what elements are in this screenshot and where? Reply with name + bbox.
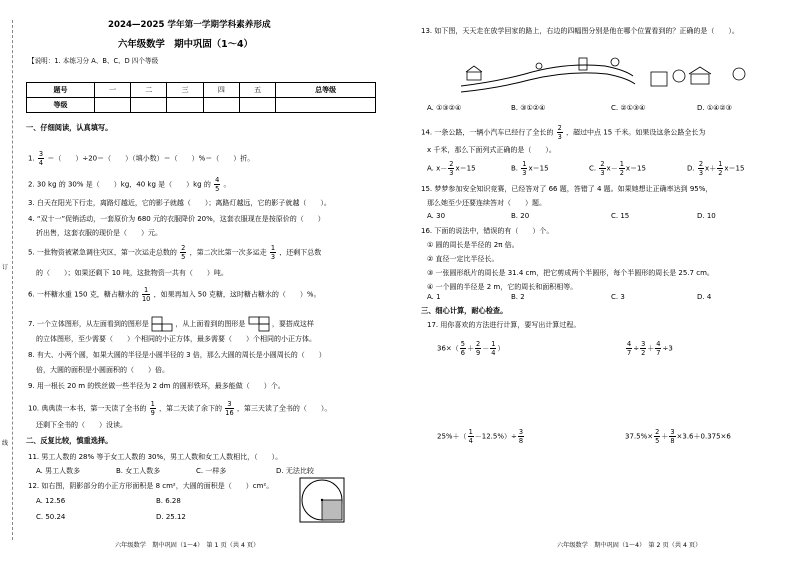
- exam-subtitle: 六年级数学 期中巩固（1～4）: [118, 39, 253, 50]
- q11-option-c[interactable]: C. 一样多: [196, 467, 227, 475]
- grading-note: 【说明：1. 本练习分 A、B、C、D 四个等级: [28, 57, 159, 65]
- question-12: 12. 如右图，阴影部分的小正方形面积是 8 cm²，大圆的面积是（ ）cm²。: [28, 482, 274, 490]
- question-14-line1: [421, 124, 705, 141]
- q6-text-a: 6. 一杯糖水重 150 克，糖占糖水的: [28, 290, 139, 299]
- calc-expression-2: $\frac{4}{7}$ ÷ $\frac{3}{2}$ ＋ $\frac{4}{7}$ ÷3: [627, 340, 673, 357]
- section-1-heading: 一、仔细阅读，认真填写。: [26, 123, 113, 132]
- question-8-line2: 倍，大圆的面积是小圆面积的（ ）倍。: [36, 366, 169, 374]
- q15-option-c[interactable]: C. 15: [611, 212, 630, 220]
- question-2: [28, 176, 231, 193]
- question-4-line1: 4. “双十一”促销活动，一套原价为 680 元的衣服降价 20%，这套衣服现在是按原价的（ ）: [28, 215, 325, 223]
- q16-statement-2: ② 直径一定比半径长。: [427, 255, 499, 263]
- q7-text-c: ，要搭成这样: [271, 320, 314, 328]
- q10-text-b: ，第二天读了余下的: [159, 404, 223, 413]
- score-cell[interactable]: [131, 98, 167, 113]
- q13-road-scene-figure: [455, 52, 755, 94]
- q14-text-a: 14. 一条公路，一辆小汽车已经行了全长的: [421, 128, 554, 137]
- score-cell: 四: [203, 83, 239, 98]
- q16-option-b[interactable]: B. 2: [511, 293, 525, 301]
- question-17: 17. 用你喜欢的方法进行计算，要写出计算过程。: [427, 321, 581, 329]
- fraction: $\frac{1}{3}$: [270, 244, 276, 261]
- score-cell: 总等级: [276, 83, 376, 98]
- score-cell: 三: [167, 83, 203, 98]
- calc-expression-4: 37.5%× $\frac{2}{5}$ ＋ $\frac{3}{8}$ ×3.6＋0.375×6: [625, 428, 731, 445]
- question-16: 16. 下面的说法中，错误的有（ ）个。: [421, 227, 554, 235]
- top-view-shape: [248, 316, 270, 332]
- side-label-xian: 线: [2, 440, 9, 447]
- q13-option-c[interactable]: C. ②①③④: [611, 104, 646, 112]
- score-table-header-row: [27, 83, 376, 98]
- score-cell: 一: [94, 83, 130, 98]
- q16-option-d[interactable]: D. 4: [697, 293, 712, 301]
- q14-option-a[interactable]: A. x－ $\frac{2}{3}$ x＝15: [427, 160, 476, 177]
- question-7-line1: [28, 316, 314, 332]
- fraction: $\frac{4}{5}$: [215, 176, 220, 193]
- house-icon: [467, 72, 481, 80]
- question-7-line2: 的立体图形，至少需要（ ）个相同的小正方体，最多需要（ ）个相同的小正方体。: [36, 335, 316, 343]
- page-2-footer: 六年级数学 期中巩固（1～4） 第 2 页（共 4 页）: [557, 542, 702, 549]
- q10-text-a: 10. 典典读一本书，第一天读了全书的: [28, 404, 147, 413]
- fraction: $\frac{1}{9}$: [150, 400, 155, 417]
- question-5-line2: 的（ ）；如果还剩下 10 吨，这批物资一共有（ ）吨。: [36, 269, 228, 277]
- q15-option-a[interactable]: A. 30: [427, 212, 446, 220]
- q12-option-c[interactable]: C. 50.24: [36, 513, 66, 521]
- q14-option-c[interactable]: C. $\frac{2}{3}$ x－ $\frac{1}{2}$ x＝15: [589, 160, 646, 177]
- question-4-line2: 折出售，这套衣服的现价是（ ）元。: [36, 229, 162, 237]
- question-11: 11. 男工人数的 28% 等于女工人数的 30%，男工人数和女工人数相比，（ ）。: [28, 453, 283, 461]
- question-10-line1: [28, 400, 331, 417]
- score-cell[interactable]: [167, 98, 203, 113]
- question-9: 9. 用一根长 20 m 的铁丝做一些半径为 2 dm 的圆形铁环，最多能做（ ）个。: [28, 382, 285, 390]
- score-cell[interactable]: [203, 98, 239, 113]
- q5-text-a: 5. 一批物资被紧急调往灾区，第一次运走总数的: [28, 248, 177, 257]
- question-15-line1: 15. 梦梦参加安全知识竞赛，已经答对了 66 题，答错了 4 题。如果她想让正确率达到 95%，: [421, 185, 713, 193]
- q16-statement-1: ① 圆的周长是半径的 2π 倍。: [427, 241, 519, 249]
- question-13: 13. 如下图，天天走在放学回家的路上，右边的四幅图分别是他在哪个位置看到的？正确的是（ ）。: [421, 27, 739, 35]
- score-cell: 等级: [27, 98, 95, 113]
- question-15-line2: 那么她至少还要连续答对（ ）题。: [427, 199, 546, 207]
- q12-option-d[interactable]: D. 25.12: [156, 513, 186, 521]
- q14-option-d[interactable]: D. $\frac{2}{3}$ x＋ $\frac{1}{2}$ x＝15: [687, 160, 745, 177]
- q7-text-b: ，从上面看到的图形是: [175, 320, 246, 328]
- exam-year-title: 2024—2025 学年第一学期学科素养形成: [108, 20, 271, 30]
- q2-text: 2. 30 kg 的 30% 是（ ）kg，40 kg 是（ ）kg 的: [28, 180, 211, 189]
- q5-text-c: ，还剩下总数: [279, 248, 322, 257]
- q10-text-c: ，第三天读了全书的（ ）。: [236, 404, 332, 413]
- q13-option-a[interactable]: A. ①③②④: [427, 104, 462, 112]
- question-10-line2: 还剩下全书的（ ）没读。: [36, 421, 127, 429]
- q16-statement-3: ③ 一张圆形纸片的周长是 31.4 cm，把它剪成两个半圆形，每个半圆形的周长是 25.7 cm。: [427, 269, 714, 277]
- fraction: $\frac{2}{5}$: [181, 244, 186, 261]
- side-label-ding: 订: [2, 264, 9, 271]
- q16-option-c[interactable]: C. 3: [611, 293, 625, 301]
- q11-option-b[interactable]: B. 女工人数多: [116, 467, 161, 475]
- q11-option-a[interactable]: A. 男工人数多: [36, 467, 81, 475]
- q7-text-a: 7. 一个立体图形，从左面看到的图形是: [28, 320, 149, 328]
- question-5-line1: [28, 244, 321, 261]
- fraction: $\frac{3}{16}$: [225, 400, 234, 417]
- page-1-footer: 六年级数学 期中巩固（1～4） 第 1 页（共 4 页）: [115, 542, 260, 549]
- q16-statement-4: ④ 一个圆的半径是 2 m，它的周长和面积相等。: [427, 283, 578, 291]
- section-3-heading: 三、细心计算，耐心检查。: [421, 306, 508, 315]
- q15-option-b[interactable]: B. 20: [511, 212, 530, 220]
- section-2-heading: 二、反复比较，慎重选择。: [26, 436, 113, 445]
- q14-text-b: ，超过中点 15 千米。如果设这条公路全长为: [566, 128, 706, 137]
- right-page: [397, 0, 794, 561]
- q13-option-b[interactable]: B. ③①②④: [511, 104, 546, 112]
- score-cell[interactable]: [239, 98, 275, 113]
- fraction: $\frac{2}{3}$: [557, 124, 562, 141]
- q6-text-b: ，如果再加入 50 克糖，这时糖占糖水的（ ）%。: [153, 290, 321, 299]
- q15-option-d[interactable]: D. 10: [697, 212, 716, 220]
- q5-text-b: ，第二次比第一次多运走: [189, 248, 267, 257]
- score-cell: 五: [239, 83, 275, 98]
- binding-line: [12, 20, 13, 540]
- question-8-line1: 8. 有大、小两个圆，如果大圆的半径是小圆半径的 3 倍，那么大圆的周长是小圆周长的（ ）: [28, 351, 326, 359]
- score-cell[interactable]: [94, 98, 130, 113]
- question-1: [28, 150, 254, 167]
- q12-circle-square-figure: [298, 476, 346, 524]
- q16-option-a[interactable]: A. 1: [427, 293, 441, 301]
- question-6: [28, 286, 321, 303]
- score-table-grade-row: [27, 98, 376, 113]
- score-table: [26, 82, 376, 113]
- q11-option-d[interactable]: D. 无法比较: [276, 467, 314, 475]
- question-3: 3. 白天在阳光下行走，离路灯越近，它的影子就越（ ）；离路灯越远，它的影子就越（ ）。: [28, 199, 331, 207]
- score-cell: 二: [131, 83, 167, 98]
- boy-icon: [579, 58, 587, 70]
- q1-number: 1.: [28, 154, 35, 163]
- q14-option-b[interactable]: B. $\frac{1}{3}$ x＝15: [511, 160, 549, 177]
- question-14-line2: x 千米，那么下面列式正确的是（ ）。: [427, 146, 556, 154]
- calc-expression-3: 25%＋（ $\frac{1}{4}$ －12.5%）÷ $\frac{3}{8}$: [437, 428, 524, 445]
- q13-option-d[interactable]: D. ①④②③: [697, 104, 732, 112]
- score-cell[interactable]: [276, 98, 376, 113]
- q12-option-b[interactable]: B. 6.28: [156, 497, 181, 505]
- q1-text: ＝（ ）÷20＝（ ）（填小数）＝（ ）%＝（ ）折。: [47, 154, 255, 163]
- fraction: $\frac{1}{10}$: [141, 286, 151, 303]
- q2-end: 。: [223, 180, 231, 189]
- q12-option-a[interactable]: A. 12.56: [36, 497, 66, 505]
- calc-expression-1: 36×（ $\frac{5}{6}$ ＋ $\frac{2}{9}$ － $\frac{1}{4}$ ）: [437, 340, 505, 357]
- tree-icon: [536, 63, 542, 69]
- score-cell: 题号: [27, 83, 95, 98]
- fraction: $\frac{3}{4}$: [38, 150, 44, 167]
- left-view-shape: [151, 316, 173, 332]
